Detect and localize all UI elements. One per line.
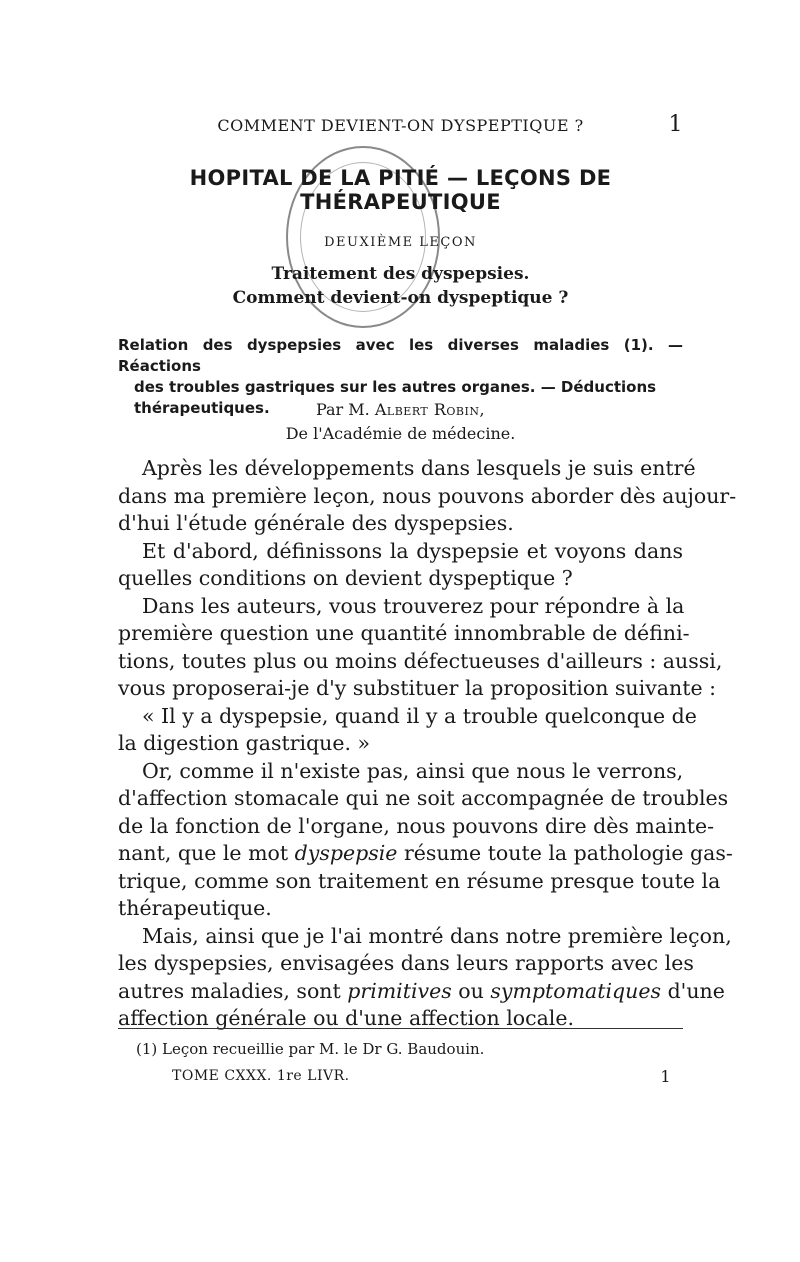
byline bbox=[118, 398, 683, 446]
author-prefix: Par M. bbox=[315, 400, 370, 419]
author-line bbox=[118, 398, 683, 422]
summary-line-2: des troubles gastriques sur les autres organes. — Déductions bbox=[134, 378, 657, 396]
lecon-title-line2: Comment devient-on dyspeptique ? bbox=[232, 288, 569, 308]
author-name: Albert Robin, bbox=[374, 400, 486, 419]
paragraph-4-line: « Il y a dyspepsie, quand il y a trouble quelconque de bbox=[142, 703, 697, 728]
paragraph-1-line: Après les développements dans lesquels je suis entré bbox=[142, 456, 696, 480]
text-run: ou bbox=[451, 978, 491, 1003]
lecon-label: DEUXIÈME LEÇON bbox=[324, 235, 477, 250]
signature-number: 1 bbox=[660, 1067, 671, 1086]
hospital-heading: HOPITAL DE LA PITIÉ — LEÇONS DE THÉRAPEUTIQUE bbox=[189, 166, 612, 214]
running-head-title: COMMENT DEVIENT-ON DYSPEPTIQUE ? bbox=[217, 116, 584, 135]
running-head bbox=[118, 112, 683, 137]
text-run: d'une bbox=[661, 978, 725, 1003]
body-text bbox=[118, 455, 737, 1033]
paragraph-5-line bbox=[118, 840, 733, 868]
lecon-title-line1: Traitement des dyspepsies. bbox=[271, 264, 530, 284]
lecon-title bbox=[118, 262, 683, 310]
summary-line-3: thérapeutiques. bbox=[134, 399, 270, 417]
paragraph-5-line: trique, comme son traitement en résume presque toute la bbox=[118, 868, 721, 893]
paragraph-3-line: tions, toutes plus ou moins défectueuses d'ailleurs : aussi, bbox=[118, 648, 723, 673]
emphasis-dyspepsie: dyspepsie bbox=[294, 841, 398, 865]
paragraph-6-line bbox=[118, 978, 725, 1006]
paragraph-2-line: quelles conditions on devient dyspeptique ? bbox=[118, 566, 573, 590]
emphasis-symptomatiques: symptomatiques bbox=[490, 978, 662, 1003]
paragraph-3-line: vous proposerai-je d'y substituer la proposition suivante : bbox=[118, 676, 716, 700]
author-affiliation: De l'Académie de médecine. bbox=[285, 424, 516, 443]
footnote: (1) Leçon recueillie par M. le Dr G. Baudouin. bbox=[136, 1040, 485, 1058]
paragraph-6-line: Mais, ainsi que je l'ai montré dans notre première leçon, bbox=[142, 923, 732, 948]
paragraph-6-line: affection générale ou d'une affection locale. bbox=[118, 1006, 575, 1030]
paragraph-1-line: d'hui l'étude générale des dyspepsies. bbox=[118, 511, 514, 535]
text-run: autres maladies, sont bbox=[118, 978, 348, 1003]
paragraph-5-line: Or, comme il n'existe pas, ainsi que nous le verrons, bbox=[142, 758, 684, 783]
footnote-rule bbox=[118, 1028, 683, 1029]
summary-line-1: Relation des dyspepsies avec les diverses maladies (1). — Réactions bbox=[118, 336, 683, 375]
tome-label: TOME CXXX. 1re LIVR. bbox=[172, 1068, 350, 1084]
page-number: 1 bbox=[668, 112, 683, 137]
paragraph-5-line: d'affection stomacale qui ne soit accompagnée de troubles bbox=[118, 786, 729, 810]
paragraph-5-line: thérapeutique. bbox=[118, 896, 272, 920]
paragraph-2-line: Et d'abord, définissons la dyspepsie et voyons dans bbox=[142, 538, 683, 563]
paragraph-1-line: dans ma première leçon, nous pouvons aborder dès aujour- bbox=[118, 483, 737, 508]
paragraph-4-line: la digestion gastrique. » bbox=[118, 731, 371, 755]
emphasis-primitives: primitives bbox=[347, 978, 452, 1003]
paragraph-3-line: Dans les auteurs, vous trouverez pour répondre à la bbox=[142, 593, 685, 618]
paragraph-6-line: les dyspepsies, envisagées dans leurs rapports avec les bbox=[118, 951, 694, 975]
text-run: résume toute la pathologie gas- bbox=[397, 841, 733, 865]
paragraph-5-line: de la fonction de l'organe, nous pouvons dire dès mainte- bbox=[118, 813, 715, 838]
text-run: nant, que le mot bbox=[118, 841, 295, 865]
paragraph-3-line: première question une quantité innombrable de défini- bbox=[118, 621, 690, 645]
